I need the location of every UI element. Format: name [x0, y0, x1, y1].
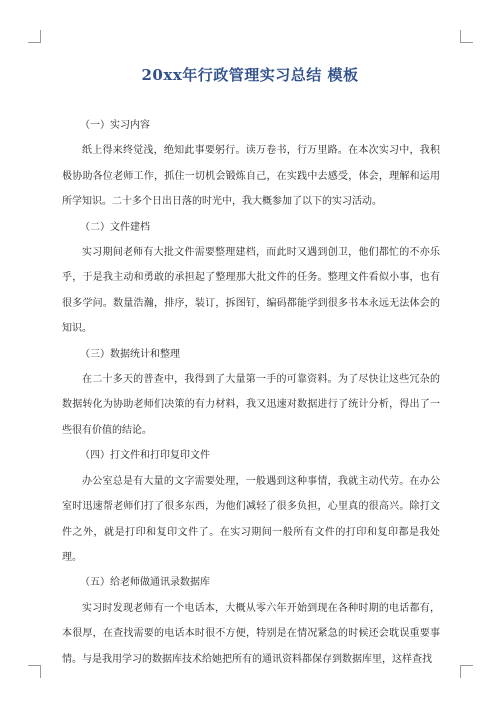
crop-mark-bottom-right [460, 665, 473, 678]
section-heading-contacts-database: （五）给老师做通讯录数据库 [80, 577, 210, 589]
section-heading-data-statistics: （三）数据统计和整理 [80, 348, 180, 360]
section-paragraph-data-statistics: 在二十多天的普查中，我得到了大量第一手的可靠资料。为了尽快让这些冗杂的数据转化为协助老师们决策的有力材料，我又迅速对数据进行了统计分析，得出了一些很有价值的结论。 [62, 374, 440, 436]
crop-mark-bottom-left [28, 665, 41, 678]
section-heading-internship-content: （一）实习内容 [80, 120, 150, 131]
section-paragraph-contacts-database: 实习时发现老师有一个电话本，大概从零六年开始到现在各种时期的电话都有，本很厚，在查找需要的电话本时很不方便，特别是在情况紧急的时候还会耽误重要事情。与是我用学习的数据库技术给她把所有的通讯资料都保存到数据库里，这样查找 [62, 602, 440, 665]
document-body [62, 113, 440, 672]
section-heading-typing-printing: （四）打文件和打印复印文件 [80, 450, 210, 462]
crop-mark-top-left [28, 30, 41, 43]
section-paragraph-typing-printing: 办公室总是有大量的文字需要处理，一般遇到这种事情，我就主动代劳。在办公室时迅速帮老师们打了很多东西，为他们减轻了很多负担，心里真的很高兴。除打文件之外，就是打印和复印文件了。在实习期间一般所有文件的打印和复印都是我处理。 [62, 475, 440, 563]
section-paragraph-internship-content: 纸上得来终觉浅，绝知此事要躬行。读万卷书，行万里路。在本次实习中，我积极协助各位老师工作，抓住一切机会锻炼自己，在实践中去感受，体会，理解和运用所学知识。二十多个日出日落的时光中，我大概参加了以下的实习活动。 [62, 145, 440, 208]
crop-mark-top-right [460, 30, 473, 43]
section-paragraph-file-archiving: 实习期间老师有大批文件需要整理建档，而此时又遇到创卫，他们都忙的不亦乐乎，于是我主动和勇敢的承担起了整理那大批文件的任务。整理文件看似小事，也有很多学问。数量浩瀚，排序，装订，拆图钉，编码都能学到很多书本永远无法体会的知识。 [62, 247, 440, 335]
document-title: 20xx年行政管理实习总结 模板 [141, 66, 359, 84]
section-heading-file-archiving: （二）文件建档 [80, 221, 150, 233]
